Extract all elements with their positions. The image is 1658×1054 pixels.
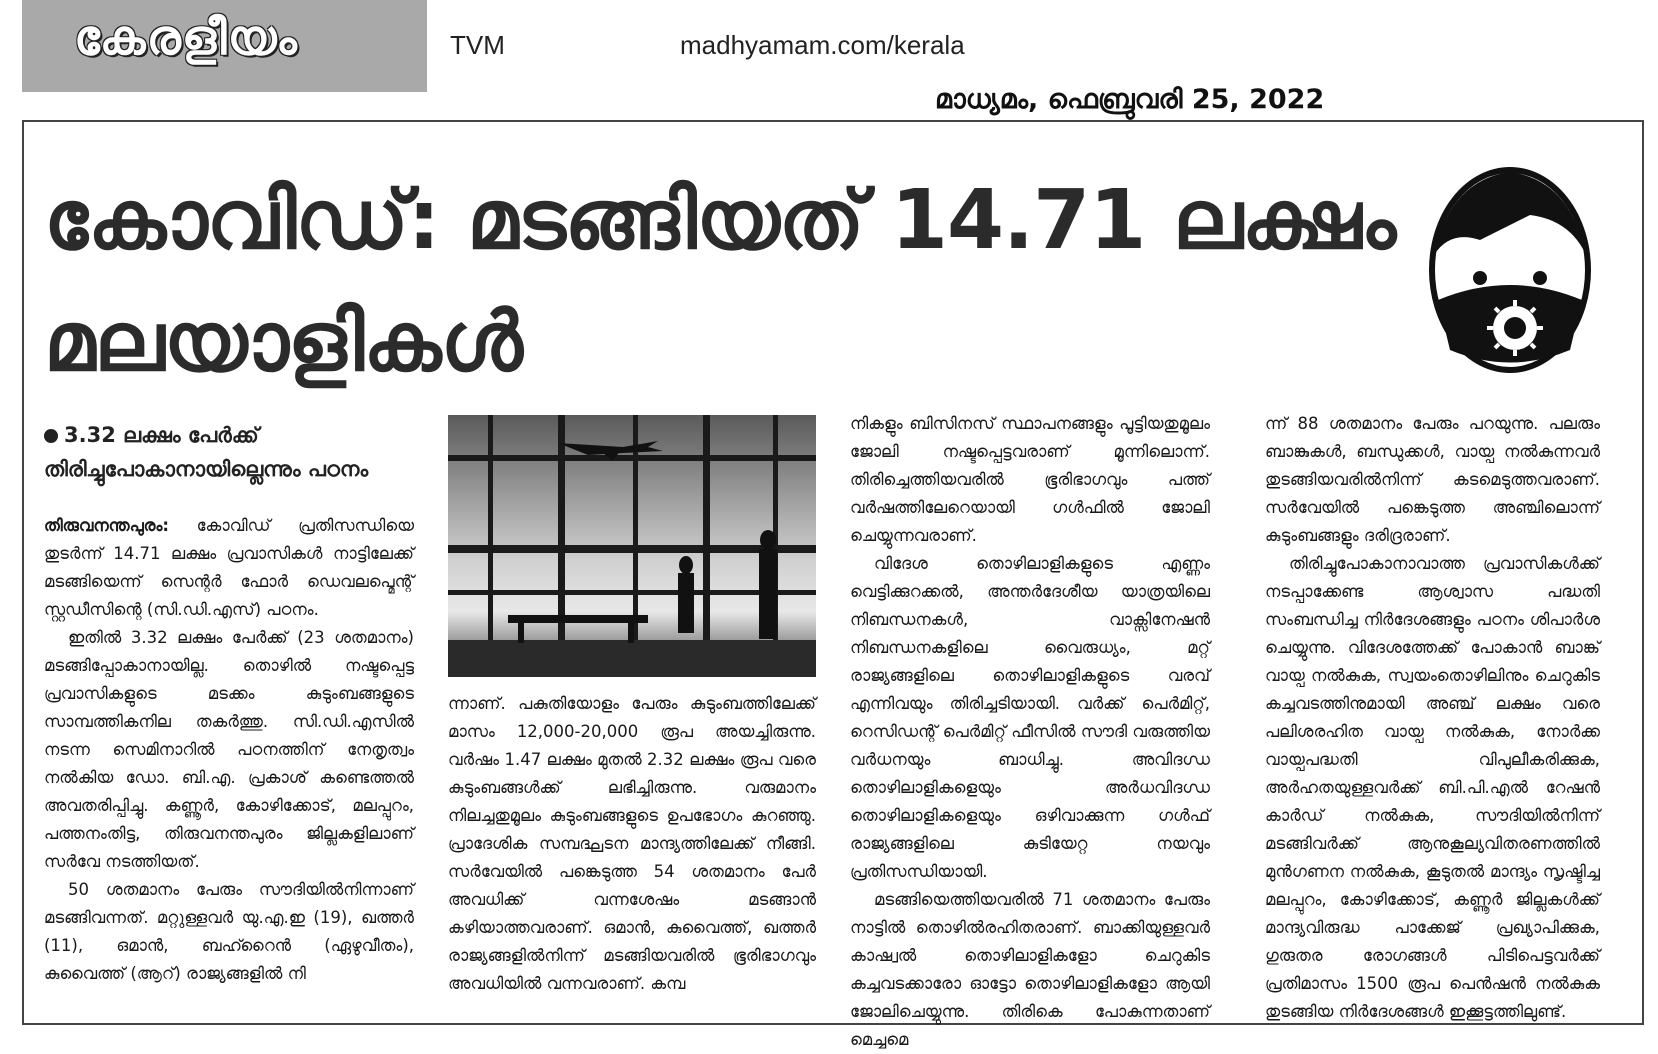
website-url: madhyamam.com/kerala — [680, 30, 965, 60]
kicker-text: 3.32 ലക്ഷം പേർക്ക് തിരിച്ചുപോകാനായില്ലെന്നും പഠനം — [44, 423, 369, 481]
paragraph: നികളും ബിസിനസ് സ്ഥാപനങ്ങളും പൂട്ടിയതുമൂലം ജോലി നഷ്ടപ്പെട്ടവരാണ് മൂന്നിലൊന്ന്. തിരിച്ചെത്തിയവരിൽ ഭൂരിഭാഗവും പത്ത് വർഷത്തിലേറെയായി ഗൾഫിൽ ജോലി ചെയ്യുന്നവരാണ്. — [850, 414, 1210, 545]
edition-label: TVM — [450, 30, 505, 60]
article-column-2 — [448, 690, 816, 1010]
section-title: കേരളീയം — [74, 10, 298, 66]
paragraph: ഇതിൽ 3.32 ലക്ഷം പേർക്ക് (23 ശതമാനം) മടങ്ങിപ്പോകാനായില്ല. തൊഴിൽ നഷ്ടപ്പെട്ട പ്രവാസികളുടെ മടക്കം കുടുംബങ്ങളുടെ സാമ്പത്തികനില തകർത്തു. സി.ഡി.എസിൽ നടന്ന സെമിനാറിൽ പഠനത്തിന് നേതൃത്വം നൽകിയ ഡോ. ബി.എ. പ്രകാശ് കണ്ടെത്തൽ അവതരിപ്പിച്ചു. കണ്ണൂർ, കോഴിക്കോട്, മലപ്പുറം, പത്തനംതിട്ട, തിരുവനന്തപുരം ജില്ലകളിലാണ് സർവേ നടത്തിയത്. — [44, 628, 414, 871]
face-mask-virus-icon — [1420, 160, 1600, 380]
bullet-icon — [44, 429, 58, 443]
kicker — [44, 418, 424, 486]
paragraph: മടങ്ങിയെത്തിയവരിൽ 71 ശതമാനം പേരും നാട്ടിൽ തൊഴിൽരഹിതരാണ്. ബാക്കിയുള്ളവർ കാഷ്വൽ തൊഴിലാളികളോ ചെറുകിട കച്ചവടക്കാരോ ഓട്ടോ തൊഴിലാളികളോ ആയി ജോലിചെയ്യുന്നു. തിരികെ പോകുന്നതാണ് മെച്ചമെ — [850, 890, 1210, 1049]
article-column-3 — [850, 410, 1210, 1049]
airport-window-airplane-photo — [448, 415, 816, 677]
paragraph: തിരിച്ചുപോകാനാവാത്ത പ്രവാസികൾക്ക് നടപ്പാക്കേണ്ട ആശ്വാസ പദ്ധതി സംബന്ധിച്ച നിർദേശങ്ങളും പഠനം ശിപാർശ ചെയ്യുന്നു. വിദേശത്തേക്ക് പോകാൻ ബാങ്ക് വായ്പ നൽകുക, സ്വയംതൊഴിലിനും ചെറുകിട കച്ചവടത്തിനുമായി അഞ്ച് ലക്ഷം വരെ പലിശരഹിത വായ്പ നൽകുക, നോർക്ക വായ്പപദ്ധതി വിപുലീകരിക്കുക, അർഹതയുള്ളവർക്ക് ബി.പി.എൽ റേഷൻ കാർഡ് നൽകുക, സൗദിയിൽനിന്ന് മടങ്ങിവർക്ക് ആനുകൂല്യവിതരണത്തിൽ മുൻഗണന നൽകുക, കൂടുതൽ മാന്ദ്യം സൃഷ്ടിച്ച മലപ്പുറം, കോഴിക്കോട്, കണ്ണൂർ ജില്ലകൾക്ക് മാന്ദ്യവിരുദ്ധ പാക്കേജ് പ്രഖ്യാപിക്കുക, ഗുരുതര രോഗങ്ങൾ പിടിപെട്ടവർക്ക് പ്രതിമാസം 1500 രൂപ പെൻഷൻ നൽകുക തുടങ്ങിയ നിർദേശങ്ങൾ ഇക്കൂട്ടത്തിലുണ്ട്. — [1265, 554, 1600, 1021]
dateline-place: തിരുവനന്തപുരം: — [44, 516, 170, 535]
section-tag — [22, 0, 427, 92]
paragraph: വിദേശ തൊഴിലാളികളുടെ എണ്ണം വെട്ടിക്കുറക്കൽ, അന്തർദേശീയ യാത്രയിലെ നിബന്ധനകൾ, വാക്സിനേഷൻ നിബന്ധനകളിലെ വൈരുധ്യം, മറ്റ് രാജ്യങ്ങളിലെ തൊഴിലാളികളുടെ വരവ് എന്നിവയും തിരിച്ചടിയായി. വർക്ക് പെർമിറ്റ്, റെസിഡന്റ് പെർമിറ്റ് ഫീസിൽ സൗദി വരുത്തിയ വർധനയും ബാധിച്ചു. അവിദഗ്ധ തൊഴിലാളികളെയും അർധവിദഗ്ധ തൊഴിലാളികളെയും ഒഴിവാക്കുന്ന ഗൾഫ് രാജ്യങ്ങളിലെ കുടിയേറ്റ നയവും പ്രതിസന്ധിയായി. — [850, 554, 1210, 881]
paragraph: ന്നാണ്. പകുതിയോളം പേരും കുടുംബത്തിലേക്ക് മാസം 12,000-20,000 രൂപ അയച്ചിരുന്നു. വർഷം 1.47 ലക്ഷം മുതൽ 2.32 ലക്ഷം രൂപ വരെ കുടുംബങ്ങൾക്ക് ലഭിച്ചിരുന്നു. വരുമാനം നിലച്ചതുമൂലം കുടുംബങ്ങളുടെ ഉപഭോഗം കുറഞ്ഞു. പ്രാദേശിക സമ്പദ്ഘടന മാന്ദ്യത്തിലേക്ക് നീങ്ങി. സർവേയിൽ പങ്കെടുത്ത 54 ശതമാനം പേർ അവധിക്ക് വന്നശേഷം മടങ്ങാൻ കഴിയാത്തവരാണ്. ഒമാൻ, കുവൈത്ത്, ഖത്തർ രാജ്യങ്ങളിൽനിന്ന് മടങ്ങിയവരിൽ ഭൂരിഭാഗവും അവധിയിൽ വന്നവരാണ്. കമ്പ — [448, 694, 816, 993]
paragraph: ന്ന് 88 ശതമാനം പേരും പറയുന്നു. പലരും ബാങ്കുകൾ, ബന്ധുക്കൾ, വായ്പ നൽകുന്നവർ തുടങ്ങിയവരിൽനിന്ന് കടമെടുത്തവരാണ്. സർവേയിൽ പങ്കെടുത്ത അഞ്ചിലൊന്ന് കുടുംബങ്ങളും ദരിദ്രരാണ്. — [1265, 414, 1600, 545]
dateline: മാധ്യമം, ഫെബ്രുവരി 25, 2022 — [935, 84, 1325, 115]
article-column-1 — [44, 512, 414, 1012]
headline — [44, 160, 1404, 404]
headline-line-2: മലയാളികൾ — [44, 295, 522, 390]
paragraph — [44, 512, 414, 624]
article-column-4 — [1265, 410, 1600, 1021]
headline-line-1: കോവിഡ്: മടങ്ങിയത് 14.71 ലക്ഷം — [44, 173, 1396, 268]
paragraph: 50 ശതമാനം പേരും സൗദിയിൽനിന്നാണ് മടങ്ങിവന്നത്. മറ്റുള്ളവർ യു.എ.ഇ (19), ഖത്തർ (11), ഒമാൻ, ബഹ്റൈൻ (ഏഴുവീതം), കുവൈത്ത് (ആറ്) രാജ്യങ്ങളിൽ നി — [44, 880, 414, 983]
paragraph-text: കോവിഡ് പ്രതിസന്ധിയെ തുടർന്ന് 14.71 ലക്ഷം പ്രവാസികൾ നാട്ടിലേക്ക് മടങ്ങിയെന്ന് സെന്റർ ഫോർ ഡെവലപ്മെന്റ് സ്റ്റഡീസിന്റെ (സി.ഡി.എസ്) പഠനം. — [44, 516, 414, 619]
